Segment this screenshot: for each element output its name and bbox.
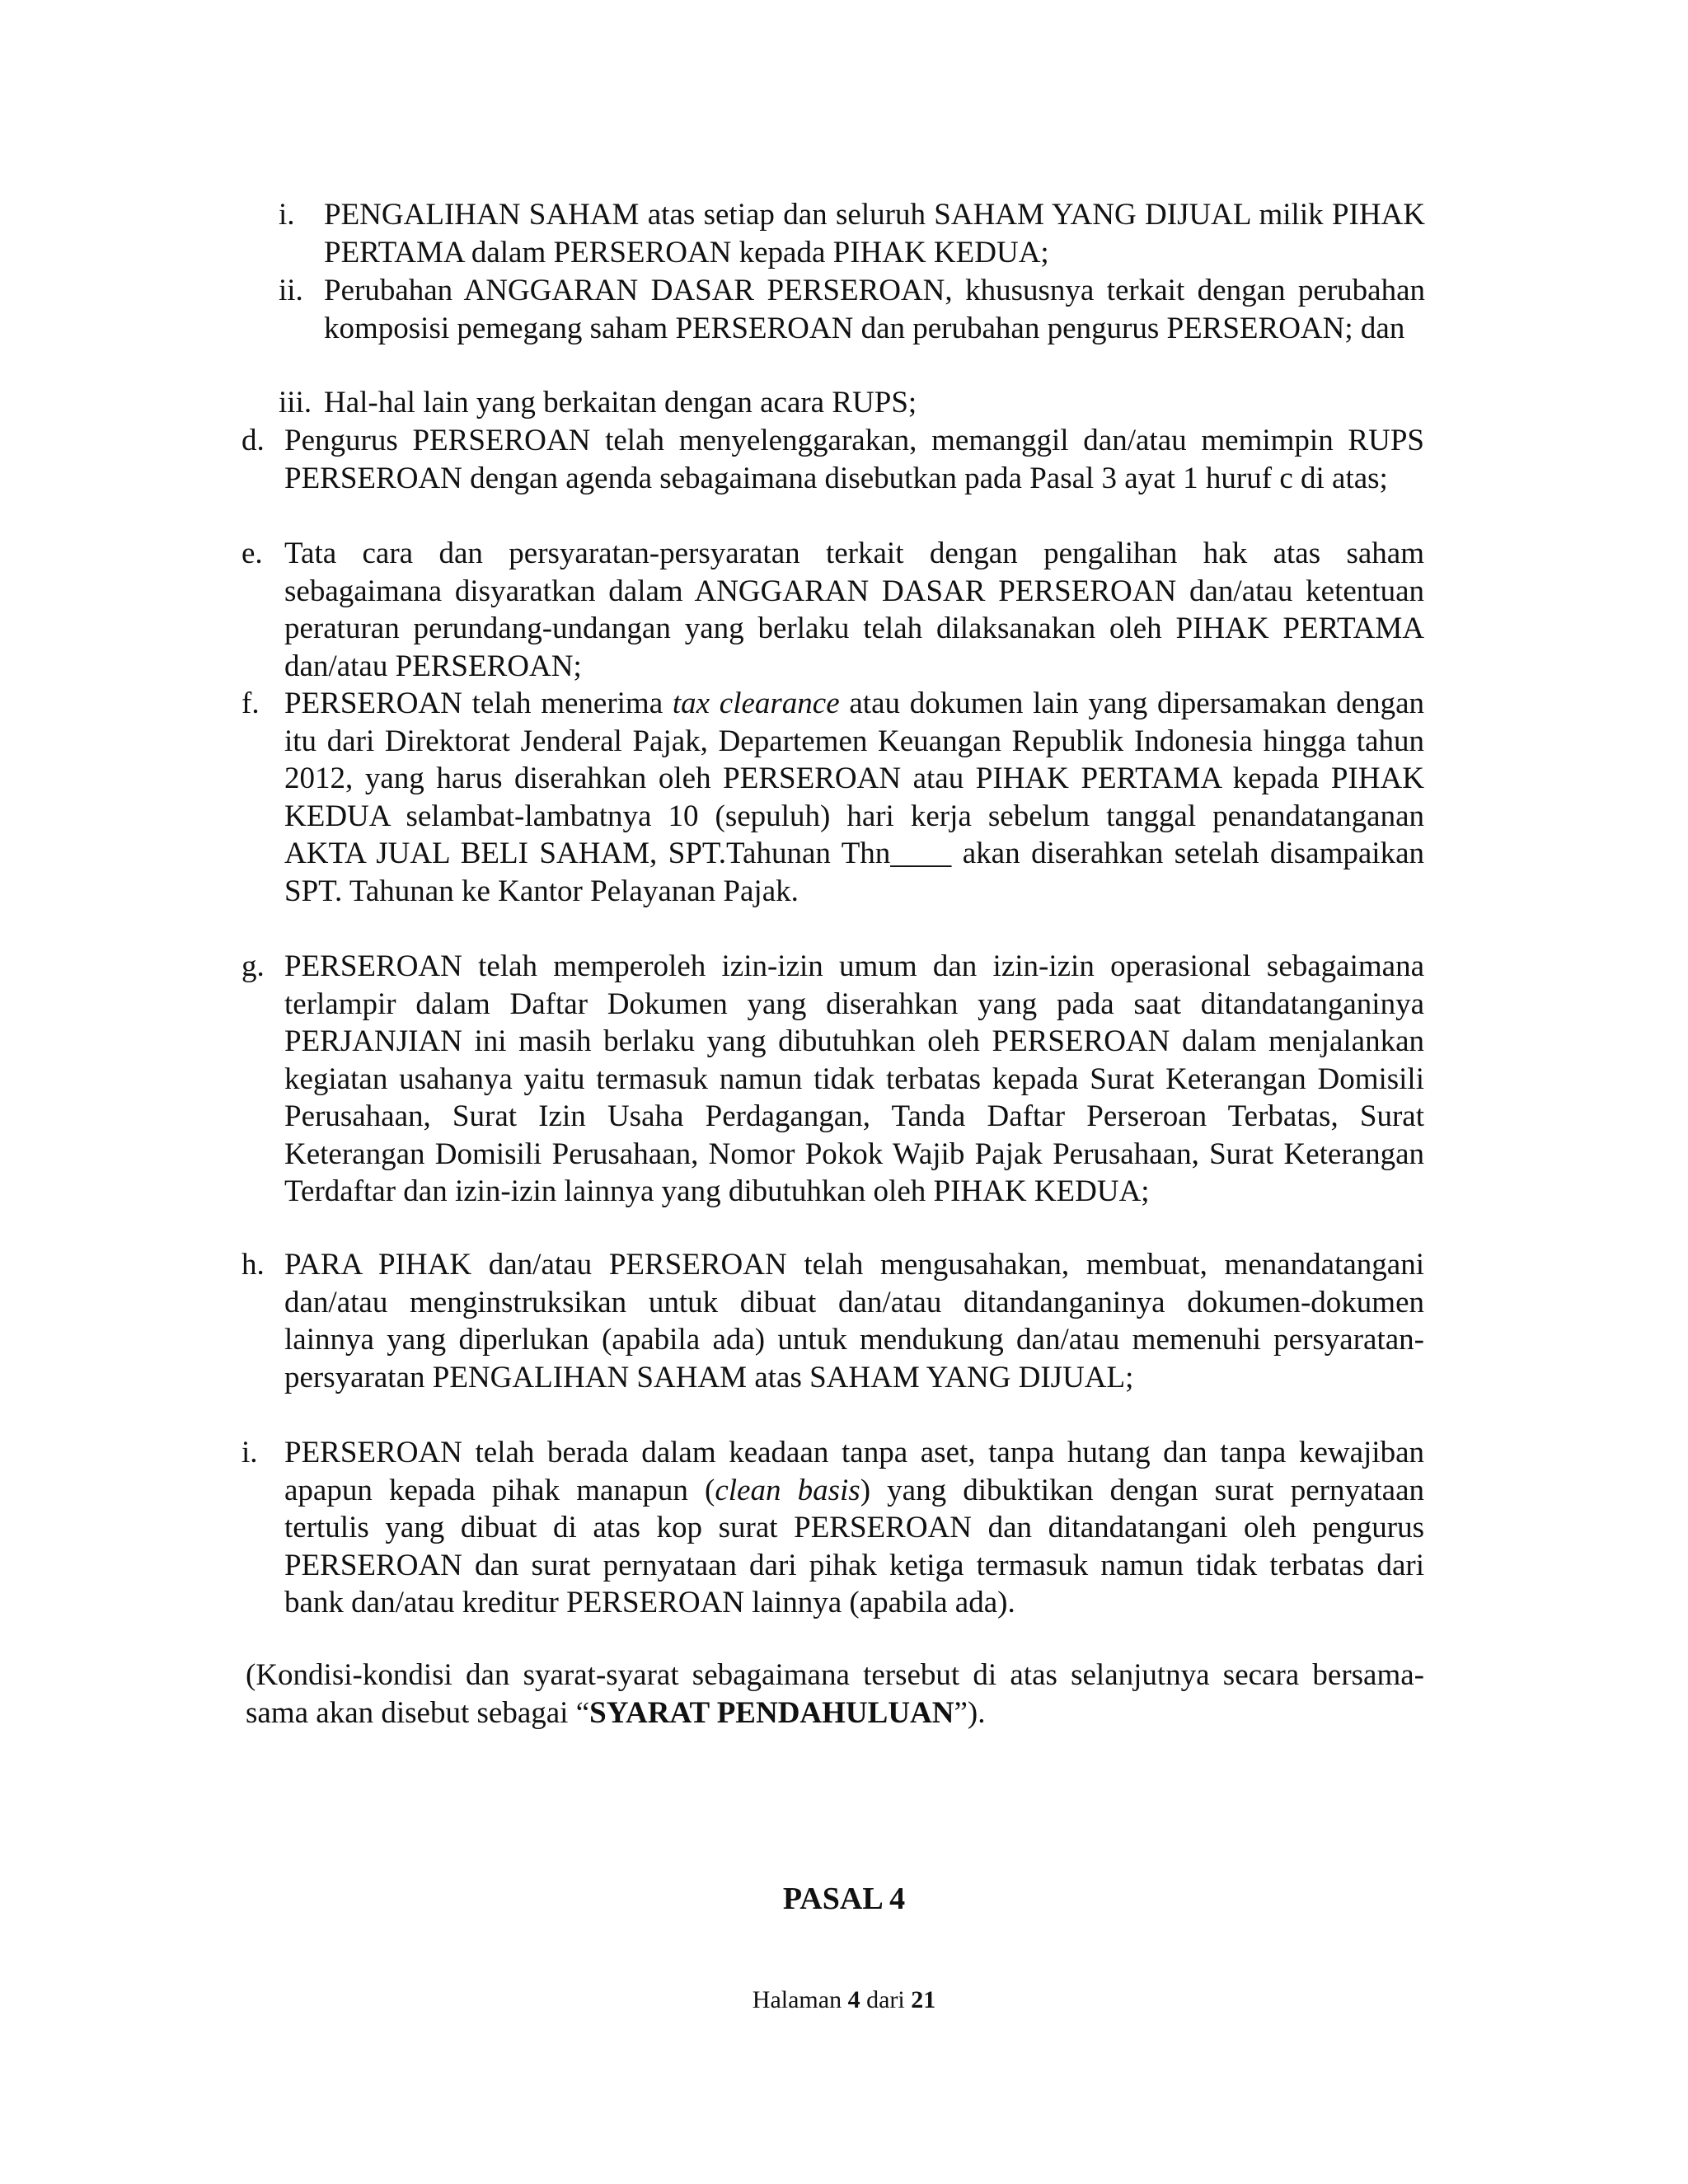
item-marker: d. bbox=[241, 424, 265, 457]
item-marker: f. bbox=[241, 687, 260, 720]
item-text: Pengurus PERSEROAN telah menyelenggarakan, memanggil dan/atau memimpin RUPS PERSEROAN dengan agenda sebagaimana disebutkan pada Pasal 3 ayat 1 huruf c di atas; bbox=[284, 424, 1424, 495]
closing-text-part: (Kondisi-kondisi dan syarat-syarat sebagaimana tersebut di atas selanjutnya secara bersama-sama akan disebut sebagai “ bbox=[246, 1658, 1424, 1730]
item-text bbox=[284, 1434, 1424, 1622]
item-text: Tata cara dan persyaratan-persyaratan terkait dengan pengalihan hak atas saham sebagaimana disyaratkan dalam ANGGARAN DASAR PERSEROAN dan/atau ketentuan peraturan perundang-undangan yang berlaku telah dilaksanakan oleh PIHAK PERTAMA dan/atau PERSEROAN; bbox=[284, 537, 1424, 683]
item-marker: h. bbox=[241, 1248, 265, 1282]
item-f bbox=[241, 685, 1424, 910]
item-text-part: ) yang dibuktikan dengan surat pernyataan tertulis yang dibuat di atas kop surat PERSEROAN dan ditandatangani oleh pengurus PERSEROAN dan surat pernyataan dari pihak ketiga termasuk namun tidak terbatas dari bank dan/atau kreditur PERSEROAN lainnya (apabila ada). bbox=[284, 1473, 1424, 1619]
item-text: PARA PIHAK dan/atau PERSEROAN telah mengusahakan, membuat, menandatangani dan/atau menginstruksikan untuk dibuat dan/atau ditandanganinya dokumen-dokumen lainnya yang diperlukan (apabila ada) untuk mendukung dan/atau memenuhi persyaratan-persyaratan PENGALIHAN SAHAM atas SAHAM YANG DIJUAL; bbox=[284, 1248, 1424, 1394]
defined-term: SYARAT PENDAHULUAN bbox=[589, 1696, 954, 1730]
footer-total-pages: 21 bbox=[911, 1986, 936, 2013]
item-text-part: PERSEROAN telah berada dalam keadaan tanpa aset, tanpa hutang dan tanpa kewajiban apapun kepada pihak manapun ( bbox=[284, 1436, 1424, 1507]
item-g bbox=[241, 948, 1424, 1211]
footer-page-number: 4 bbox=[847, 1986, 860, 2013]
item-text bbox=[284, 685, 1424, 910]
sub-item-marker: ii. bbox=[279, 274, 303, 307]
tax-clearance-term: tax clearance bbox=[672, 687, 840, 720]
section-heading: PASAL 4 bbox=[782, 1882, 906, 1916]
item-marker: i. bbox=[241, 1436, 258, 1469]
item-marker: e. bbox=[241, 537, 263, 570]
sub-item-text: Hal-hal lain yang berkaitan dengan acara RUPS; bbox=[324, 386, 917, 419]
sub-item-i bbox=[279, 196, 1425, 271]
clean-basis-term: clean basis bbox=[715, 1473, 860, 1507]
item-text-part: PERSEROAN telah menerima bbox=[284, 687, 673, 720]
footer-prefix: Halaman bbox=[752, 1986, 842, 2013]
sub-item-ii bbox=[279, 272, 1425, 347]
item-i bbox=[241, 1434, 1424, 1622]
sub-item-iii bbox=[279, 384, 1425, 422]
item-e bbox=[241, 535, 1424, 685]
item-h bbox=[241, 1246, 1424, 1396]
item-text: PERSEROAN telah memperoleh izin-izin umum dan izin-izin operasional sebagaimana terlampir dalam Daftar Dokumen yang diserahkan yang pada saat ditandatanganinya PERJANJIAN ini masih berlaku yang dibutuhkan oleh PERSEROAN dalam menjalankan kegiatan usahanya yaitu termasuk namun tidak terbatas kepada Surat Keterangan Domisili Perusahaan, Surat Izin Usaha Perdagangan, Tanda Daftar Perseroan Terbatas, Surat Keterangan Domisili Perusahaan, Nomor Pokok Wajib Pajak Perusahaan, Surat Keterangan Terdaftar dan izin-izin lainnya yang dibutuhkan oleh PIHAK KEDUA; bbox=[284, 949, 1424, 1208]
closing-text-part: ”). bbox=[954, 1696, 986, 1730]
sub-item-text: Perubahan ANGGARAN DASAR PERSEROAN, khususnya terkait dengan perubahan komposisi pemegang saham PERSEROAN dan perubahan pengurus PERSEROAN; dan bbox=[324, 274, 1425, 345]
item-d bbox=[241, 422, 1424, 497]
sub-item-marker: iii. bbox=[279, 386, 312, 419]
closing-paragraph bbox=[246, 1657, 1424, 1732]
item-text-part: atau dokumen lain yang dipersamakan dengan itu dari Direktorat Jenderal Pajak, Departemen Keuangan Republik Indonesia hingga tahun 2012, yang harus diserahkan oleh PERSEROAN atau PIHAK PERTAMA kepada PIHAK KEDUA selambat-lambatnya 10 (sepuluh) hari kerja sebelum tanggal penandatanganan AKTA JUAL BELI SAHAM, SPT.Tahunan Thn____ akan diserahkan setelah disampaikan SPT. Tahunan ke Kantor Pelayanan Pajak. bbox=[284, 687, 1424, 908]
sub-item-text: PENGALIHAN SAHAM atas setiap dan seluruh SAHAM YANG DIJUAL milik PIHAK PERTAMA dalam PERSEROAN kepada PIHAK KEDUA; bbox=[324, 198, 1425, 269]
item-marker: g. bbox=[241, 949, 265, 983]
footer-middle: dari bbox=[866, 1986, 905, 2013]
sub-item-marker: i. bbox=[279, 198, 295, 232]
page-footer bbox=[0, 1986, 1688, 2014]
